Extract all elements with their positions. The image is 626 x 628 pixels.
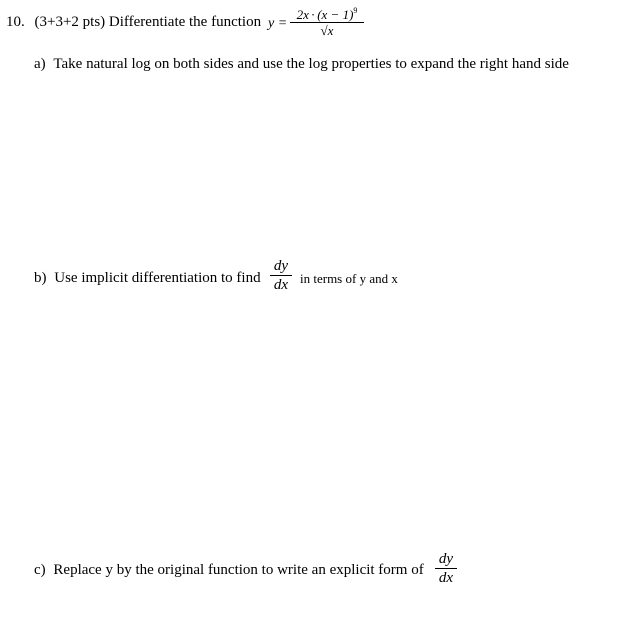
question-header: [6, 13, 261, 31]
function-numerator: $2x \cdot (x - 1)^9$: [296, 6, 358, 22]
function-exponent: 9: [353, 6, 358, 15]
part-b-suffix: in terms of y and x: [300, 271, 398, 286]
part-c-dx: dx: [438, 570, 454, 586]
function-fraction: [290, 3, 364, 38]
part-c-text: Replace y by the original function to write an explicit form of: [53, 562, 424, 578]
part-b-label: b): [34, 270, 47, 286]
part-b-dy: dy: [273, 258, 289, 274]
part-c: [34, 561, 424, 579]
part-b-dx: dx: [273, 277, 289, 293]
question-points: (3+3+2 pts): [34, 14, 106, 30]
part-b: [34, 269, 261, 287]
part-b-derivative: [270, 257, 292, 294]
function-denominator: √x: [320, 23, 334, 38]
part-c-dy: dy: [438, 551, 454, 567]
part-c-label: c): [34, 562, 46, 578]
question-prompt: Differentiate the function: [108, 14, 262, 30]
part-a-label: a): [34, 56, 46, 72]
question-number: 10.: [6, 14, 25, 30]
part-a-text: Take natural log on both sides and use the log properties to expand the right hand side: [53, 56, 569, 72]
part-a: [34, 55, 569, 73]
function-lhs: y =: [268, 16, 288, 31]
part-c-derivative: [435, 550, 457, 587]
part-b-text: Use implicit differentiation to find: [54, 270, 261, 286]
